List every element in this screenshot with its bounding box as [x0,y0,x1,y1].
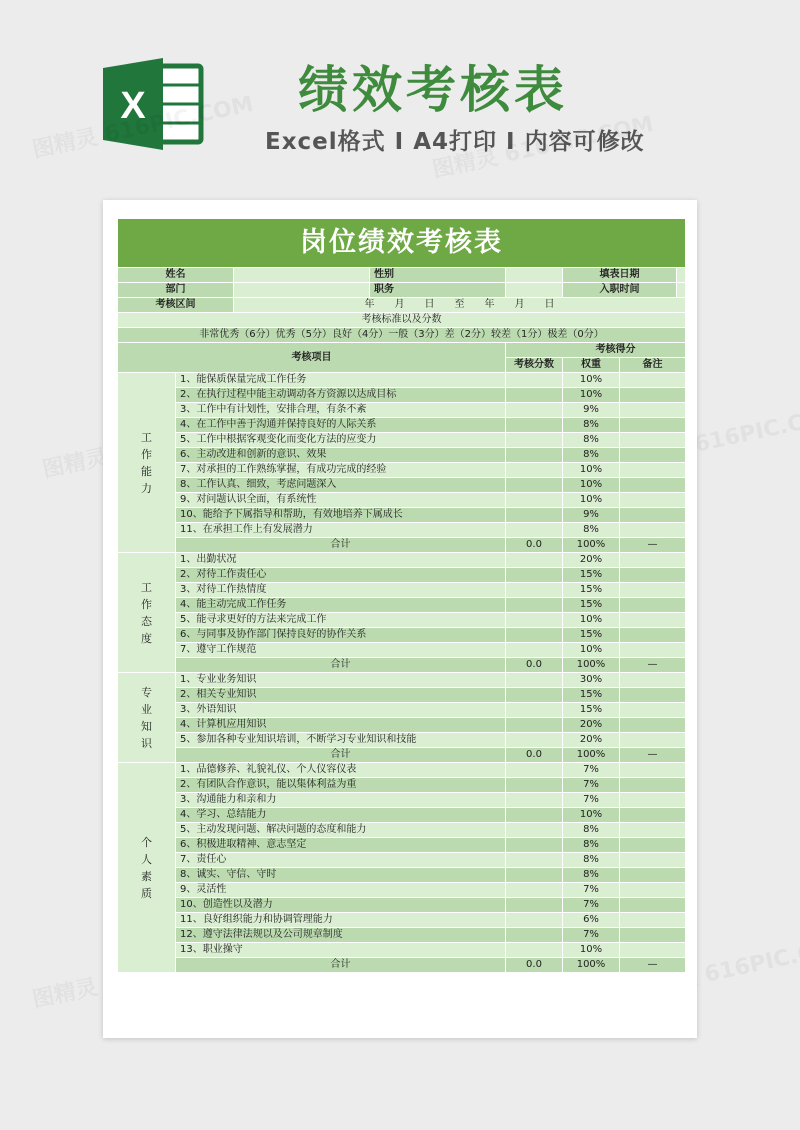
item-text: 3、沟通能力和亲和力 [176,793,506,808]
total-score: 0.0 [506,958,563,973]
table-row [118,643,686,658]
note-field[interactable] [620,418,686,433]
weight-value: 8% [563,448,620,463]
weight-value: 15% [563,598,620,613]
position-field[interactable] [506,283,563,298]
total-row [118,958,686,973]
note-field[interactable] [620,403,686,418]
weight-value: 15% [563,568,620,583]
total-weight: 100% [563,658,620,673]
total-weight: 100% [563,958,620,973]
note-field[interactable] [620,478,686,493]
weight-value: 20% [563,553,620,568]
score-field[interactable] [506,493,563,508]
note-field[interactable] [620,928,686,943]
total-note: — [620,958,686,973]
weight-value: 8% [563,868,620,883]
table-row [118,943,686,958]
table-row [118,598,686,613]
total-weight: 100% [563,538,620,553]
note-field[interactable] [620,688,686,703]
table-row [118,763,686,778]
table-row [118,883,686,898]
dept-field[interactable] [234,283,370,298]
item-text: 4、计算机应用知识 [176,718,506,733]
weight-value: 8% [563,853,620,868]
note-field[interactable] [620,718,686,733]
score-field[interactable] [506,403,563,418]
item-text: 12、遵守法律法规以及公司规章制度 [176,928,506,943]
weight-value: 7% [563,778,620,793]
name-field[interactable] [234,268,370,283]
note-field[interactable] [620,913,686,928]
note-field[interactable] [620,763,686,778]
table-row [118,568,686,583]
score-field[interactable] [506,523,563,538]
item-text: 3、外语知识 [176,703,506,718]
section-category [118,763,176,973]
note-field[interactable] [620,703,686,718]
note-field[interactable] [620,823,686,838]
score-field[interactable] [506,808,563,823]
weight-value: 6% [563,913,620,928]
table-row [118,463,686,478]
note-field[interactable] [620,553,686,568]
weight-value: 10% [563,463,620,478]
note-field[interactable] [620,373,686,388]
note-field[interactable] [620,448,686,463]
score-field[interactable] [506,868,563,883]
score-field[interactable] [506,628,563,643]
weight-value: 10% [563,493,620,508]
item-text: 5、工作中根据客观变化而变化方法的应变力 [176,433,506,448]
table-row [118,868,686,883]
total-score: 0.0 [506,658,563,673]
note-field[interactable] [620,793,686,808]
name-label: 姓名 [118,268,234,283]
section-category-label: 工作能力 [141,430,152,495]
item-text: 3、对待工作热情度 [176,583,506,598]
item-text: 1、能保质保量完成工作任务 [176,373,506,388]
weight-value: 7% [563,883,620,898]
total-row [118,658,686,673]
weight-value: 8% [563,823,620,838]
item-text: 2、在执行过程中能主动调动各方资源以达成目标 [176,388,506,403]
table-row [118,673,686,688]
table-row [118,478,686,493]
total-score: 0.0 [506,538,563,553]
item-text: 4、在工作中善于沟通并保持良好的人际关系 [176,418,506,433]
total-row [118,538,686,553]
section-category [118,673,176,763]
gender-field[interactable] [506,268,563,283]
item-text: 7、遵守工作规范 [176,643,506,658]
table-row [118,553,686,568]
entry-date-field[interactable] [677,283,686,298]
weight-value: 7% [563,793,620,808]
note-field[interactable] [620,628,686,643]
gender-label: 性别 [370,268,506,283]
score-field[interactable] [506,703,563,718]
table-row [118,418,686,433]
weight-value: 10% [563,613,620,628]
weight-value: 10% [563,478,620,493]
section-category-label: 专业知识 [141,685,152,750]
table-row [118,688,686,703]
item-text: 7、责任心 [176,853,506,868]
note-field[interactable] [620,733,686,748]
weight-value: 8% [563,433,620,448]
score-field[interactable] [506,448,563,463]
note-field[interactable] [620,463,686,478]
item-text: 11、良好组织能力和协调管理能力 [176,913,506,928]
position-label: 职务 [370,283,506,298]
note-field[interactable] [620,778,686,793]
score-field[interactable] [506,673,563,688]
item-text: 10、创造性以及潜力 [176,898,506,913]
score-field[interactable] [506,478,563,493]
item-text: 8、工作认真、细致，考虑问题深入 [176,478,506,493]
item-text: 1、专业业务知识 [176,673,506,688]
column-header-score: 考核分数 [506,358,563,373]
note-field[interactable] [620,493,686,508]
table-row [118,793,686,808]
table-row [118,913,686,928]
dept-label: 部门 [118,283,234,298]
item-text: 1、品德修养、礼貌礼仪、个人仪容仪表 [176,763,506,778]
weight-value: 15% [563,583,620,598]
weight-value: 8% [563,523,620,538]
score-field[interactable] [506,568,563,583]
note-field[interactable] [620,808,686,823]
score-field[interactable] [506,643,563,658]
table-row [118,403,686,418]
note-field[interactable] [620,883,686,898]
note-field[interactable] [620,523,686,538]
total-note: — [620,538,686,553]
item-text: 2、对待工作责任心 [176,568,506,583]
weight-value: 10% [563,388,620,403]
note-field[interactable] [620,898,686,913]
table-row [118,583,686,598]
score-field[interactable] [506,943,563,958]
score-field[interactable] [506,373,563,388]
score-field[interactable] [506,553,563,568]
page-title: 绩效考核表 [298,61,568,119]
weight-value: 9% [563,508,620,523]
item-text: 6、主动改进和创新的意识、效果 [176,448,506,463]
score-field[interactable] [506,508,563,523]
score-field[interactable] [506,688,563,703]
table-row [118,718,686,733]
weight-value: 15% [563,688,620,703]
excel-logo-letter: X [120,85,146,127]
weight-value: 7% [563,763,620,778]
table-row [118,838,686,853]
item-text: 4、学习、总结能力 [176,808,506,823]
total-label: 合计 [176,658,506,673]
excel-icon [103,58,205,150]
table-row [118,778,686,793]
item-text: 2、有团队合作意识，能以集体利益为重 [176,778,506,793]
total-note: — [620,748,686,763]
item-text: 6、与同事及协作部门保持良好的协作关系 [176,628,506,643]
note-field[interactable] [620,853,686,868]
table-row [118,388,686,403]
weight-value: 7% [563,928,620,943]
fill-date-label: 填表日期 [563,268,677,283]
item-text: 9、对问题认识全面，有系统性 [176,493,506,508]
note-field[interactable] [620,508,686,523]
table-row [118,493,686,508]
total-label: 合计 [176,538,506,553]
page-header [0,0,800,190]
section-category [118,553,176,673]
period-label: 考核区间 [118,298,234,313]
table-row [118,808,686,823]
total-note: — [620,658,686,673]
total-weight: 100% [563,748,620,763]
score-field[interactable] [506,763,563,778]
score-field[interactable] [506,913,563,928]
note-field[interactable] [620,568,686,583]
table-row [118,613,686,628]
column-header-note: 备注 [620,358,686,373]
item-text: 5、主动发现问题、解决问题的态度和能力 [176,823,506,838]
item-text: 1、出勤状况 [176,553,506,568]
item-text: 3、工作中有计划性，安排合理，有条不紊 [176,403,506,418]
score-field[interactable] [506,853,563,868]
period-field[interactable]: 年 月 日 至 年 月 日 [234,298,686,313]
form-title: 岗位绩效考核表 [118,219,686,268]
weight-value: 20% [563,718,620,733]
weight-value: 15% [563,628,620,643]
note-field[interactable] [620,598,686,613]
item-text: 6、积极进取精神、意志坚定 [176,838,506,853]
weight-value: 9% [563,403,620,418]
page-subtitle: Excel格式 Ⅰ A4打印 Ⅰ 内容可修改 [265,129,645,155]
weight-value: 10% [563,643,620,658]
total-score: 0.0 [506,748,563,763]
note-field[interactable] [620,673,686,688]
table-row [118,898,686,913]
note-field[interactable] [620,868,686,883]
table-row [118,853,686,868]
score-field[interactable] [506,463,563,478]
weight-value: 10% [563,373,620,388]
column-header-item: 考核项目 [118,343,506,373]
item-text: 7、对承担的工作熟练掌握，有成功完成的经验 [176,463,506,478]
table-row [118,703,686,718]
item-text: 11、在承担工作上有发展潜力 [176,523,506,538]
table-row [118,733,686,748]
table-row [118,433,686,448]
column-header-weight: 权重 [563,358,620,373]
total-label: 合计 [176,958,506,973]
item-text: 9、灵活性 [176,883,506,898]
weight-value: 10% [563,943,620,958]
item-text: 13、职业操守 [176,943,506,958]
table-row [118,508,686,523]
score-field[interactable] [506,883,563,898]
standard-title: 考核标准以及分数 [118,313,686,328]
weight-value: 10% [563,808,620,823]
weight-value: 8% [563,838,620,853]
note-field[interactable] [620,943,686,958]
item-text: 4、能主动完成工作任务 [176,598,506,613]
weight-value: 15% [563,703,620,718]
score-field[interactable] [506,823,563,838]
score-field[interactable] [506,793,563,808]
item-text: 5、参加各种专业知识培训，不断学习专业知识和技能 [176,733,506,748]
weight-value: 8% [563,418,620,433]
score-field[interactable] [506,778,563,793]
note-field[interactable] [620,433,686,448]
section-category-label: 工作态度 [141,580,152,645]
note-field[interactable] [620,838,686,853]
performance-table [117,218,686,973]
item-text: 2、相关专业知识 [176,688,506,703]
score-field[interactable] [506,928,563,943]
score-field[interactable] [506,433,563,448]
table-row [118,628,686,643]
item-text: 10、能给予下属指导和帮助，有效地培养下属成长 [176,508,506,523]
item-text: 8、诚实、守信、守时 [176,868,506,883]
note-field[interactable] [620,613,686,628]
score-field[interactable] [506,388,563,403]
standard-text: 非常优秀（6分）优秀（5分）良好（4分）一般（3分）差（2分）较差（1分）极差（0分） [118,328,686,343]
item-text: 5、能寻求更好的方法来完成工作 [176,613,506,628]
score-field[interactable] [506,418,563,433]
section-category-label: 个人素质 [141,835,152,900]
score-field[interactable] [506,583,563,598]
table-row [118,928,686,943]
note-field[interactable] [620,643,686,658]
score-field[interactable] [506,598,563,613]
total-row [118,748,686,763]
fill-date-field[interactable] [677,268,686,283]
entry-date-label: 入职时间 [563,283,677,298]
table-row [118,523,686,538]
table-row [118,823,686,838]
score-field[interactable] [506,733,563,748]
total-label: 合计 [176,748,506,763]
table-row [118,373,686,388]
column-header-score-group: 考核得分 [506,343,686,358]
note-field[interactable] [620,388,686,403]
section-category [118,373,176,553]
score-field[interactable] [506,613,563,628]
score-field[interactable] [506,838,563,853]
note-field[interactable] [620,583,686,598]
table-row [118,448,686,463]
score-field[interactable] [506,718,563,733]
weight-value: 30% [563,673,620,688]
score-field[interactable] [506,898,563,913]
weight-value: 7% [563,898,620,913]
weight-value: 20% [563,733,620,748]
